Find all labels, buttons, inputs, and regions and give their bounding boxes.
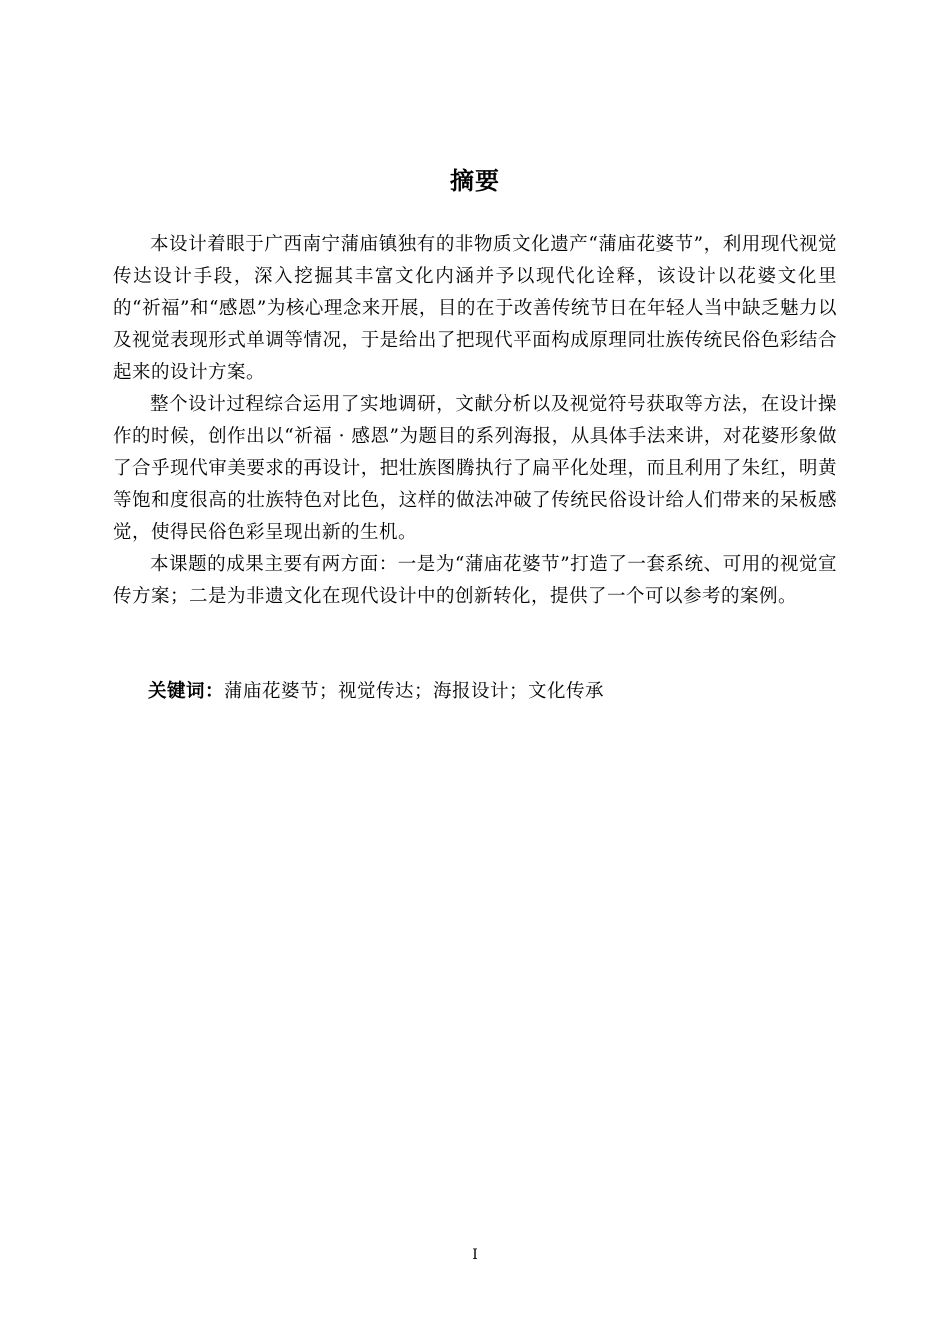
abstract-paragraph-3: 本课题的成果主要有两方面：一是为“蒲庙花婆节”打造了一套系统、可用的视觉宣传方案；二是为非遗文化在现代设计中的创新转化，提供了一个可以参考的案例。 — [113, 554, 837, 607]
keywords-line — [148, 676, 838, 708]
abstract-paragraph-2: 整个设计过程综合运用了实地调研，文献分析以及视觉符号获取等方法，在设计操作的时候，创作出以“祈福 · 感恩”为题目的系列海报，从具体手法来讲，对花婆形象做了合乎现代审美要求的再设计，把壮族图腾执行了扁平化处理，而且利用了朱红，明黄等饱和度很高的壮族特色对比色，这样的做法冲破了传统民俗设计给人们带来的呆板感觉，使得民俗色彩呈现出新的生机。 — [113, 394, 837, 543]
page-title: 摘要 — [450, 167, 500, 195]
abstract-body — [113, 229, 837, 613]
page-number: I — [472, 1247, 478, 1263]
abstract-paragraph-1: 本设计着眼于广西南宁蒲庙镇独有的非物质文化遗产“蒲庙花婆节”，利用现代视觉传达设计手段，深入挖掘其丰富文化内涵并予以现代化诠释，该设计以花婆文化里的“祈福”和“感恩”为核心理念来开展，目的在于改善传统节日在年轻人当中缺乏魅力以及视觉表现形式单调等情况，于是给出了把现代平面构成原理同壮族传统民俗色彩结合起来的设计方案。 — [113, 234, 837, 383]
keywords-label: 关键词： — [148, 681, 225, 702]
keywords-text: 蒲庙花婆节；视觉传达；海报设计；文化传承 — [224, 681, 605, 702]
